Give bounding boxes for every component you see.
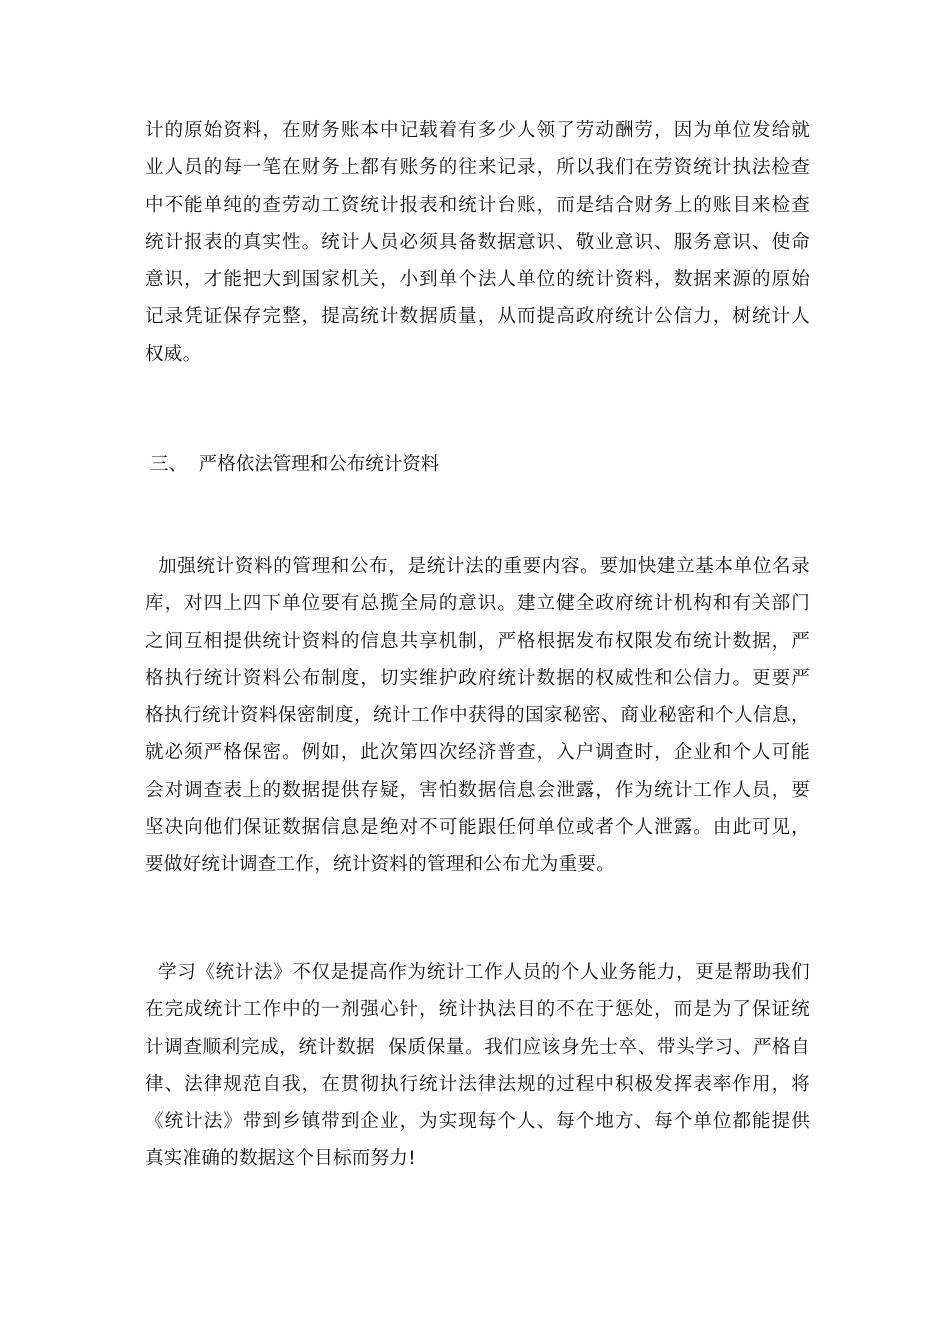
paragraph-1-line: 中不能单纯的查劳动工资统计报表和统计台账，而是结合财务上的账目来检查 bbox=[145, 194, 810, 216]
paragraph-1-line: 计的原始资料，在财务账本中记载着有多少人领了劳动酬劳，因为单位发给就 bbox=[145, 120, 810, 141]
paragraph-2-line: 库，对四上四下单位要有总揽全局的意识。建立健全政府统计机构和有关部门 bbox=[145, 593, 810, 615]
paragraph-1-line: 意识，才能把大到国家机关，小到单个法人单位的统计资料，数据来源的原始 bbox=[145, 269, 810, 291]
paragraph-2-line: 格执行统计资料公布制度，切实维护政府统计数据的权威性和公信力。更要严 bbox=[145, 667, 810, 689]
paragraph-2-line: 之间互相提供统计资料的信息共享机制，严格根据发布权限发布统计数据，严 bbox=[145, 630, 810, 652]
paragraph-2-line: 格执行统计资料保密制度，统计工作中获得的国家秘密、商业秘密和个人信息， bbox=[145, 705, 810, 727]
paragraph-1-line: 业人员的每一笔在财务上都有账务的往来记录，所以我们在劳资统计执法检查 bbox=[145, 157, 810, 179]
paragraph-2 bbox=[145, 548, 810, 884]
paragraph-3-line: 计调查顺利完成，统计数据 保质保量。我们应该身先士卒、带头学习、严格自 bbox=[145, 1036, 810, 1058]
paragraph-1-line: 权威。 bbox=[145, 343, 202, 365]
paragraph-1-line: 统计报表的真实性。统计人员必须具备数据意识、敬业意识、服务意识、使命 bbox=[145, 231, 810, 253]
paragraph-1-line: 记录凭证保存完整，提高统计数据质量，从而提高政府统计公信力，树统计人 bbox=[145, 306, 810, 328]
paragraph-3 bbox=[145, 954, 810, 1178]
paragraph-3-line: 在完成统计工作中的一剂强心针，统计执法目的不在于惩处，而是为了保证统 bbox=[145, 999, 810, 1021]
section-heading: 三、 严格依法管理和公布统计资料 bbox=[150, 454, 440, 475]
paragraph-3-line: 学习《统计法》不仅是提高作为统计工作人员的个人业务能力，更是帮助我们 bbox=[145, 962, 810, 983]
paragraph-3-line: 《统计法》带到乡镇带到企业，为实现每个人、每个地方、每个单位都能提供 bbox=[145, 1111, 810, 1133]
paragraph-2-line: 要做好统计调查工作，统计资料的管理和公布尤为重要。 bbox=[145, 854, 616, 876]
paragraph-2-line: 会对调查表上的数据提供存疑，害怕数据信息会泄露，作为统计工作人员，要 bbox=[145, 779, 810, 801]
paragraph-1 bbox=[145, 112, 810, 373]
paragraph-2-line: 就必须严格保密。例如，此次第四次经济普查，入户调查时，企业和个人可能 bbox=[145, 742, 810, 764]
paragraph-2-line: 加强统计资料的管理和公布，是统计法的重要内容。要加快建立基本单位名录 bbox=[145, 556, 810, 577]
paragraph-3-line: 律、法律规范自我，在贯彻执行统计法律法规的过程中积极发挥表率作用，将 bbox=[145, 1073, 810, 1095]
paragraph-3-line: 真实准确的数据这个目标而努力! bbox=[145, 1148, 416, 1170]
paragraph-2-line: 坚决向他们保证数据信息是绝对不可能跟任何单位或者个人泄露。由此可见， bbox=[145, 817, 810, 839]
